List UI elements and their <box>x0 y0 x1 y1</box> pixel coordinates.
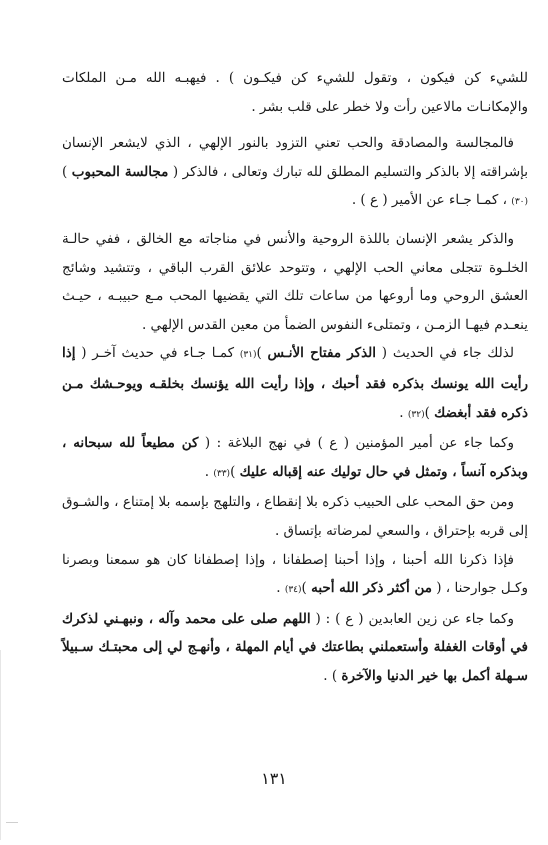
paragraph <box>62 64 528 121</box>
footnote-ref: (٣٠) <box>511 197 528 208</box>
bold-quote: إذا رأيت الله يونسك بذكره فقد أحبك ، وإذا رأيت الله يؤنسك بخلقـه ويوحـشك مـن ذكره فقد أبغضك <box>62 345 528 421</box>
bold-quote: من أكثر ذكر الله أحبه <box>311 580 432 597</box>
text-run: ومن حق المحب على الحبيب ذكره بلا إنقطاع ، والتلهج بإسمه بلا إمتناع ، والشـوق إلى قربه بإحتراق ، والسعي لمرضاته بإتساق . <box>62 494 528 539</box>
text-run: . <box>399 404 408 421</box>
page-number: ١٣١ <box>261 769 287 788</box>
text-run: ) <box>424 404 435 421</box>
footnote-ref: (٣٣) <box>213 468 231 479</box>
bold-quote: الذكر مفتاح الأنـس <box>267 345 377 362</box>
bold-quote: كن مطيعاً لله سبحانه ، وبذكره آنساً ، وتمثل في حال توليك عنه إقباله عليك <box>62 435 528 480</box>
text-run: والذكر يشعر الإنسان باللذة الروحية والأنس في مناجاته مع الخالق ، ففي حالـة الخلـوة تتجلى معاني الحب الإلهي ، وتتوحد علائق القرب الباقي ، وتتشيد وشائج العشق الروحي وما أروعها من ساعات تلك التي يقضيها المحب مـع حبيبـه ، حيـث ينعـدم فيهـا الزمـن ، وتمتلىء النفوس الضمأ من معين القدس الإلهي . <box>62 230 528 333</box>
text-run: . <box>204 463 214 480</box>
paragraph <box>62 429 528 488</box>
text-run: وكما جاء عن أمير المؤمنين ( ع ) في نهج البلاغة : ( <box>198 435 514 452</box>
paragraph <box>62 129 528 217</box>
text-run: فإذا ذكرنا الله أحبنا ، وإذا أحبنا إصطفانا ، وإذا إصطفانا كان هو سمعنا وبصرنا وكـل جوارحنا ، ( <box>62 551 528 597</box>
paragraph <box>62 488 528 545</box>
text-run: للشيء كن فيكون ، وتقول للشيء كن فيكـون ) . فيهبـه الله مـن الملكات والإمكانـات مالاعين رأت ولا خطر على قلب بشر . <box>62 70 528 115</box>
bold-quote: اللهم صلى على محمد وآله ، ونبهـني لذكرك في أوقات الغفلة وأستعملني بطاعتك في أيام المهلة ، وأنهـج لي إلى محبتـك سـبيلاً سـهلة أكمل بها خير الدنيا والآخرة <box>62 610 528 684</box>
bold-quote: مجالسة المحبوب <box>71 163 169 180</box>
text-run: ) <box>256 345 268 362</box>
text-run: . <box>276 580 285 597</box>
footnote-ref: (٣٤) <box>284 585 302 596</box>
text-run: ، كمـا جـاء عن الأمير ( ع ) . <box>351 192 512 209</box>
scan-mark <box>6 822 18 823</box>
footnote-ref: (٣١) <box>239 350 257 361</box>
text-run: فالمجالسة والمصادقة والحب تعني التزود بالنور الإلهي ، الذي لايشعر الإنسان بإشراقته إلا بالذكر والتسليم المطلق لله تبارك وتعالى ، فالذكر ( <box>62 135 529 180</box>
footnote-ref: (٣٢) <box>407 409 425 420</box>
text-run: كمـا جـاء في حديث آخـر ( <box>75 345 240 362</box>
paragraph <box>62 546 528 605</box>
text-run: لذلك جاء في الحديث ( <box>376 345 514 362</box>
text-run: وكما جاء عن زين العابدين ( ع ) : ( <box>310 610 514 627</box>
text-run: ) <box>301 580 312 597</box>
paragraph <box>62 605 528 691</box>
text-run: ) <box>230 463 240 480</box>
paragraph <box>62 339 528 429</box>
scan-edge-divider <box>0 650 1 840</box>
paragraph <box>62 225 528 339</box>
body-text <box>62 64 528 690</box>
text-run: ) <box>62 163 72 180</box>
text-run: ) . <box>323 667 342 684</box>
